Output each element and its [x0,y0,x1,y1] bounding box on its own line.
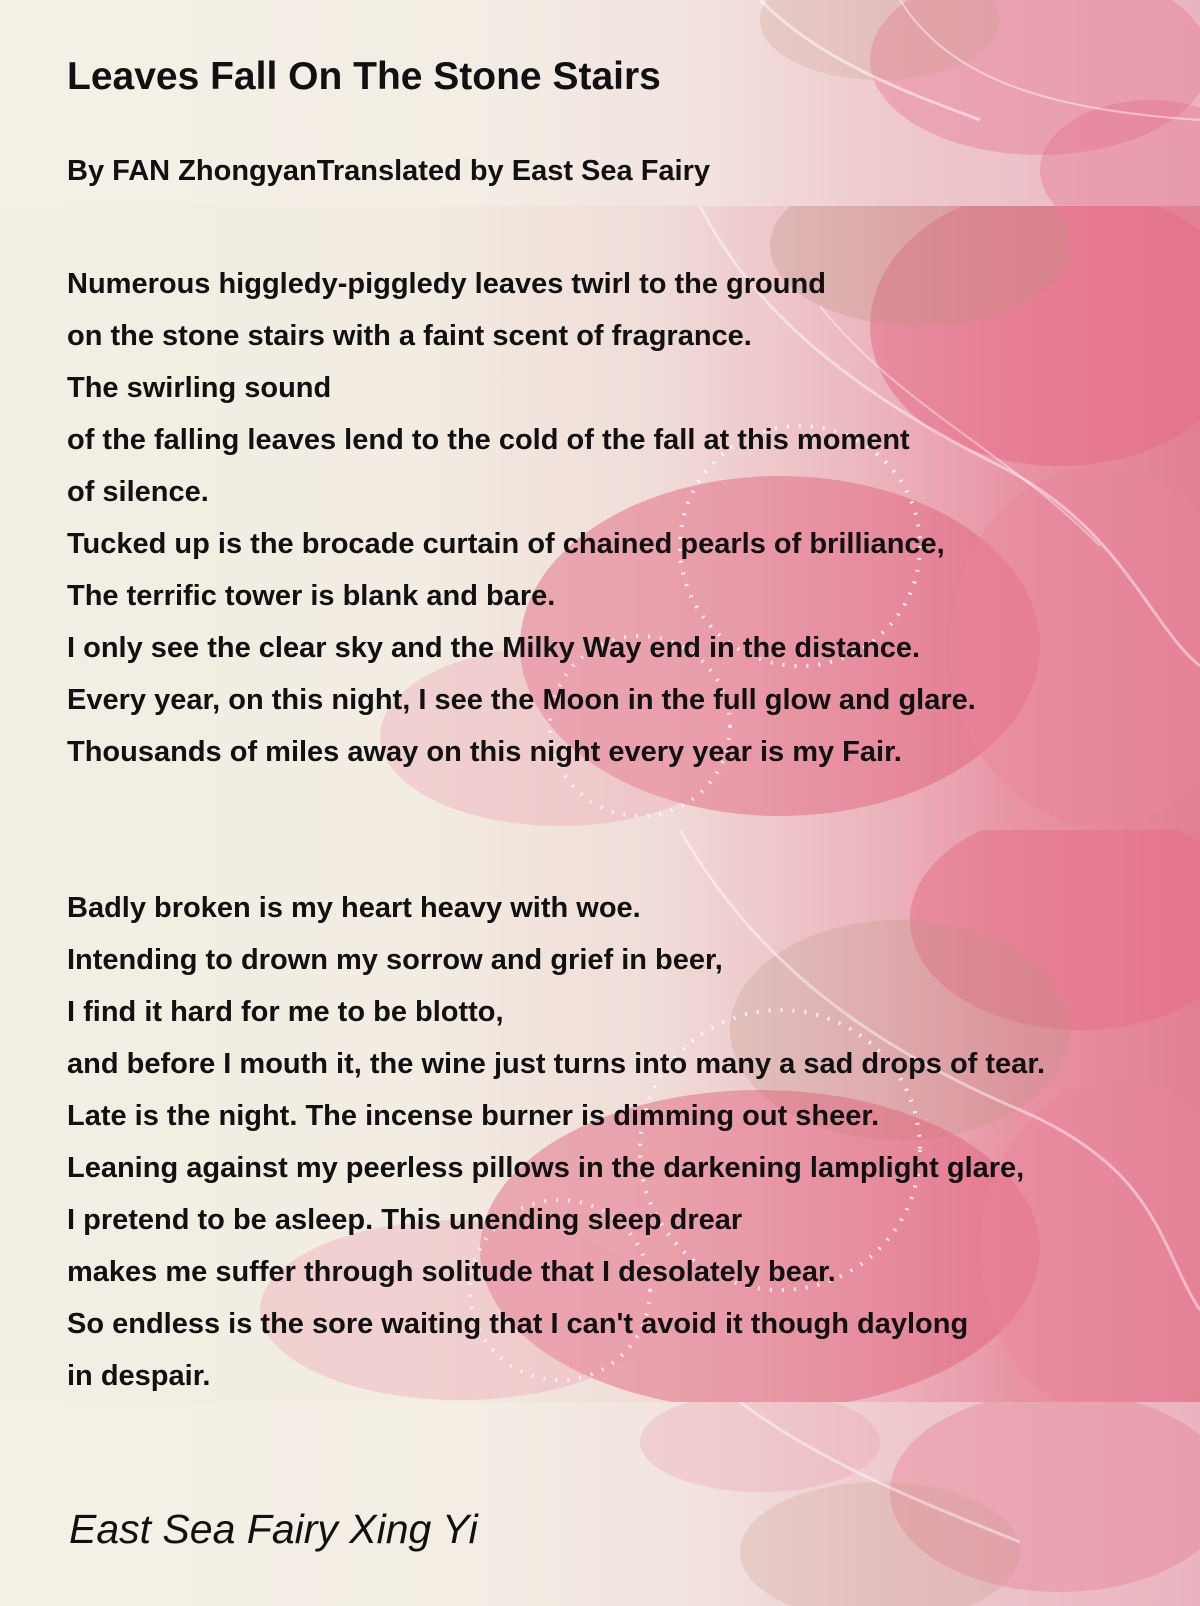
poem-byline: By FAN ZhongyanTranslated by East Sea Fairy [67,155,711,187]
poem-line: on the stone stairs with a faint scent of fragrance. [67,320,752,352]
stanza-1 [67,258,976,778]
poem-line: So endless is the sore waiting that I can't avoid it though daylong [67,1308,969,1340]
poem-line: Thousands of miles away on this night every year is my Fair. [67,736,902,768]
poem-line: and before I mouth it, the wine just turns into many a sad drops of tear. [67,1048,1046,1080]
poet-signature: East Sea Fairy Xing Yi [69,1506,478,1552]
poem-line: Late is the night. The incense burner is dimming out sheer. [67,1100,880,1132]
poem-line: of silence. [67,476,209,508]
flower-decoration-bottom [0,1402,1200,1606]
poem-line: The swirling sound [67,372,332,404]
poem-line: makes me suffer through solitude that I desolately bear. [67,1256,836,1288]
poem-line: I only see the clear sky and the Milky Way end in the distance. [67,632,921,664]
poem-line: Leaning against my peerless pillows in the darkening lamplight glare, [67,1152,1025,1184]
background-band-bottom [0,1402,1200,1606]
poem-line: Numerous higgledy-piggledy leaves twirl to the ground [67,268,826,300]
poem-line: Tucked up is the brocade curtain of chained pearls of brilliance, [67,528,945,560]
stanza-2 [67,882,1045,1402]
poem-title: Leaves Fall On The Stone Stairs [67,55,661,98]
poem-line: Badly broken is my heart heavy with woe. [67,892,641,924]
poem-line: Intending to drown my sorrow and grief in beer, [67,944,723,976]
poem-line: Every year, on this night, I see the Moon in the full glow and glare. [67,684,976,716]
poem-line: I pretend to be asleep. This unending sleep drear [67,1204,743,1236]
poem-line: The terrific tower is blank and bare. [67,580,556,612]
poem-line: in despair. [67,1360,211,1392]
poem-line: I find it hard for me to be blotto, [67,996,504,1028]
poem-line: of the falling leaves lend to the cold of the fall at this moment [67,424,910,456]
